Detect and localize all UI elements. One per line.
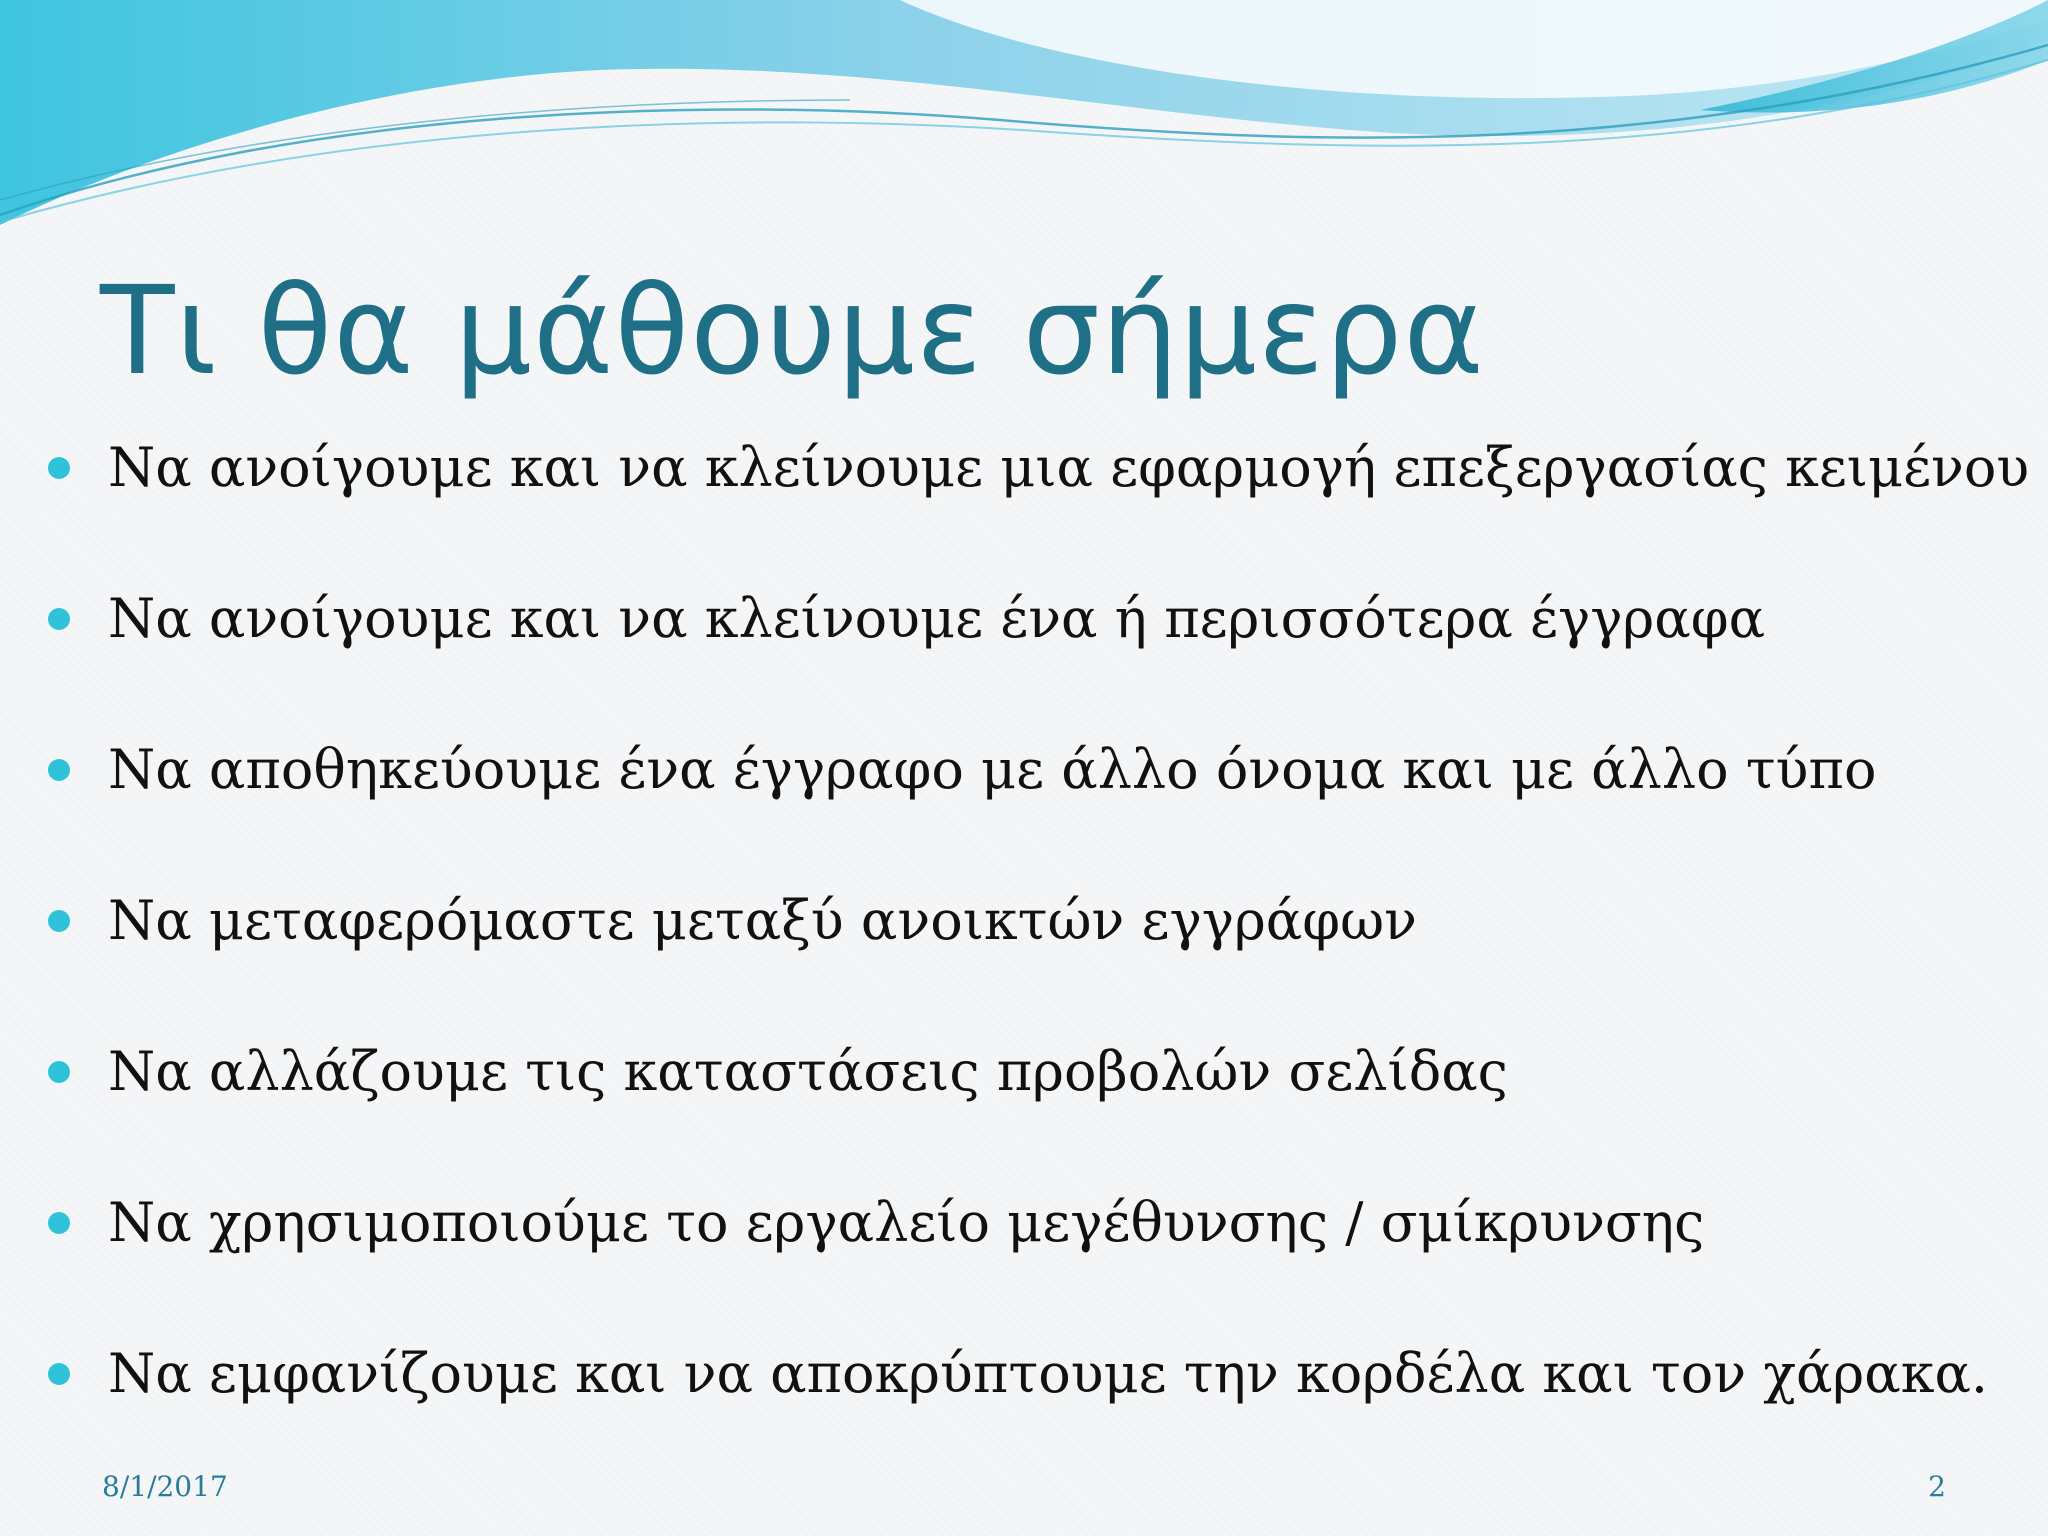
bullet-text: Να μεταφερόμαστε μεταξύ ανοικτών εγγράφων (108, 889, 1417, 952)
footer-date: 8/1/2017 (102, 1470, 228, 1503)
bullet-text: Να αποθηκεύουμε ένα έγγραφο με άλλο όνομα και με άλλο τύπο (108, 738, 1877, 801)
bullet-text: Να ανοίγουμε και να κλείνουμε ένα ή περισσότερα έγγραφα (108, 587, 1766, 650)
bullet-dot-icon (48, 910, 70, 932)
bullet-text: Να εμφανίζουμε και να αποκρύπτουμε την κορδέλα και τον χάρακα. (108, 1342, 1989, 1405)
bullet-dot-icon (48, 457, 70, 479)
bullet-text: Να χρησιμοποιούμε το εργαλείο μεγέθυνσης / σμίκρυνσης (108, 1191, 1705, 1254)
bullet-dot-icon (48, 1061, 70, 1083)
header-wave-decoration (0, 0, 2048, 240)
bullet-dot-icon (48, 1212, 70, 1234)
bullet-dot-icon (48, 608, 70, 630)
slide-title: Τι θα μάθουμε σήμερα (100, 260, 1485, 402)
bullet-dot-icon (48, 1363, 70, 1385)
bullet-text: Να ανοίγουμε και να κλείνουμε μια εφαρμογή επεξεργασίας κειμένου (108, 436, 2030, 499)
bullet-text: Να αλλάζουμε τις καταστάσεις προβολών σελίδας (108, 1040, 1508, 1103)
footer-page-number: 2 (1928, 1470, 1946, 1503)
bullet-dot-icon (48, 759, 70, 781)
